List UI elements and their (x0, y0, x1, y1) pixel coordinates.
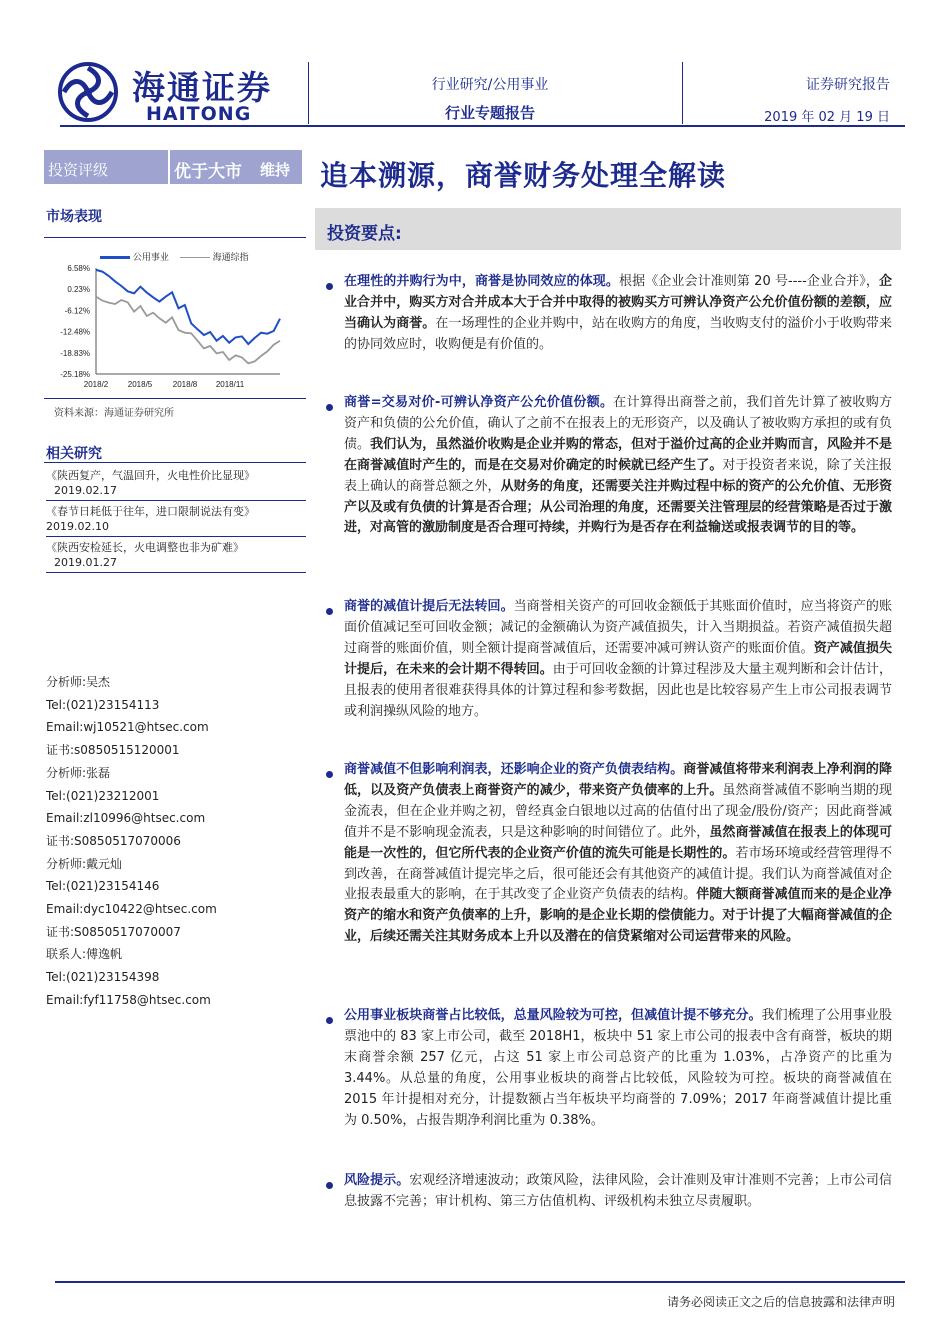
y-tick-label: -6.12% (64, 306, 90, 316)
analyst-email[interactable]: Email:dyc10422@htsec.com (46, 902, 217, 917)
rating-separator (168, 150, 170, 184)
y-tick-label: 6.58% (67, 264, 90, 273)
rating-label: 投资评级 (48, 161, 109, 179)
rating-value: 优于大市 (174, 162, 242, 182)
bullet-icon (326, 771, 333, 778)
legend-series1: 公用事业 (132, 253, 169, 263)
rating-box (44, 150, 302, 184)
chart-rule (44, 398, 306, 399)
y-tick-label: -25.18% (60, 370, 90, 379)
related-divider (46, 572, 306, 573)
report-type: 行业专题报告 (444, 104, 535, 122)
y-tick-label: -12.48% (60, 327, 90, 337)
series-line-haitong (96, 297, 280, 364)
analyst-cert: 证书:s0850515120001 (46, 743, 180, 758)
report-kind: 证券研究报告 (806, 77, 890, 93)
market-chart (44, 262, 306, 392)
x-tick-label: 2018/11 (215, 380, 245, 389)
chart-source: 资料来源：海通证券研究所 (54, 408, 174, 419)
related-item[interactable]: 《陕西复产，气温回升，火电性价比显现》 2019.02.17 (46, 469, 255, 497)
key-point-paragraph: 商誉的减值计提后无法转回。当商誉相关资产的可回收金额低于其账面价值时，应当将资产的账面价值减记至可回收金额；减记的金额确认为资产减值损失，计入当期损益。若资产减值损失超过商誉的账面价值，则全额计提商誉减值后，还需要冲减可辨认资产的账面价值。资产减值损失计提后，在未来的会计期不得转回。由于可回收金额的计算过程涉及大量主观判断和会计估计，且报表的使用者很难获得具体的计算过程和参考数据，因此也是比较容易产生上市公司报表调节或利润操纵风险的地方。 (344, 599, 892, 719)
analyst-tel: Tel:(021)23212001 (46, 788, 160, 803)
logo-en-text: HAITONG (146, 103, 252, 125)
analyst-name: 分析师:吴杰 (46, 675, 111, 689)
report-title: 追本溯源，商誉财务处理全解读 (320, 159, 727, 192)
header-rule (60, 125, 905, 127)
bullet-icon (326, 283, 333, 290)
contact-name: 联系人:傅逸帆 (46, 947, 123, 962)
header-divider (308, 62, 309, 124)
analyst-cert: 证书:S0850517070007 (46, 924, 181, 939)
legend-swatch-series2 (180, 257, 210, 258)
key-point-paragraph: 在理性的并购行为中，商誉是协同效应的体现。根据《企业会计准则第 20 号----企业合并》，企业合并中，购买方对合并成本大于合并中取得的被购买方可辨认净资产公允价值份额的差额，应当确认为商誉。在一场理性的企业并购中，站在收购方的角度，当收购支付的溢价小于收购带来的协同效应时，收购便是有价值的。 (344, 274, 892, 352)
analyst-name: 分析师:戴元灿 (46, 856, 123, 871)
key-point-paragraph: 风险提示。宏观经济增速波动；政策风险，法律风险，会计准则及审计准则不完善；上市公司信息披露不完善；审计机构、第三方估值机构、评级机构未独立尽责履职。 (344, 1173, 892, 1209)
analyst-list (46, 671, 306, 1012)
footer-disclaimer: 请务必阅读正文之后的信息披露和法律声明 (666, 1295, 895, 1309)
key-point-paragraph: 公用事业板块商誉占比较低，总量风险较为可控，但减值计提不够充分。我们梳理了公用事业股票池中的 83 家上市公司，截至 2018H1，板块中 51 家上市公司的报表中含有商誉，板块的期末商誉余额 257 亿元，占这 51 家上市公司总资产的比重为 1.03%，占净资产的比重为 3.44%。从总量的角度，公用事业板块的商誉占比较低，风险较为可控。板块的商誉减值在 2015 年计提相对充分，计提数额占当年板块平均商誉的 7.09%；2017 年商誉减值计提比重为 0.50%，占报告期净利润比重为 0.38%。 (344, 1008, 892, 1128)
analyst-tel: Tel:(021)23154146 (46, 879, 160, 894)
key-point-paragraph: 商誉=交易对价-可辨认净资产公允价值份额。在计算得出商誉之前，我们首先计算了被收购方资产和负债的公允价值，确认了之前不在报表上的无形资产，以及确认了被收购方承担的或有负债。我们认为，虽然溢价收购是企业并购的常态，但对于溢价过高的企业并购而言，风险并不是在商誉减值时产生的，而是在交易对价确定的时候就已经产生了。对于投资者来说，除了关注报表上确认的商誉总额之外，从财务的角度，还需要关注并购过程中标的资产的公允价值、无形资产以及或有负债的计算是否合理；从公司治理的角度，还需要关注管理层的经营策略是否过于激进，对高管的激励制度是否合理可持续，并购行为是否存在利益输送或报表调节的目的等。 (344, 395, 892, 536)
report-date: 2019 年 02 月 19 日 (764, 110, 890, 125)
key-point-paragraph: 商誉减值不但影响利润表，还影响企业的资产负债表结构。商誉减值将带来利润表上净利润的降低，以及资产负债表上商誉资产的减少，带来资产负债率的上升。虽然商誉减值不影响当期的现金流表，但在企业并购之初，曾经真金白银地以过高的估值付出了现金/股份/资产；因此商誉减值并不是不影响现金流表，只是这种影响的时间错位了。此外，虽然商誉减值在报表上的体现可能是一次性的，但它所代表的企业资产价值的流失可能是长期性的。若市场环境或经营管理得不到改善，在商誉减值计提完毕之后，很可能还会有其他资产的减值计提。我们认为商誉减值对企业报表最重大的影响，在于其改变了企业资产负债表的结构。伴随大额商誉减值而来的是企业净资产的缩水和资产负债率的上升，影响的是企业长期的偿债能力。对于计提了大幅商誉减值的企业，后续还需关注其财务成本上升以及潜在的信贷紧缩对公司运营带来的风险。 (344, 762, 892, 945)
bullet-icon (326, 404, 333, 411)
x-tick-label: 2018/5 (127, 380, 153, 389)
related-item[interactable]: 《陕西安检延长，火电调整也非为矿难》 2019.01.27 (46, 541, 244, 569)
related-list (46, 468, 306, 576)
analyst-name: 分析师:张磊 (46, 765, 111, 780)
key-points-title: 投资要点: (327, 224, 402, 244)
bullet-icon (326, 1182, 333, 1189)
market-title: 市场表现 (46, 209, 102, 225)
haitong-logo-icon (58, 62, 118, 122)
related-title: 相关研究 (46, 446, 102, 462)
header-divider (682, 62, 683, 124)
analyst-tel: Tel:(021)23154113 (46, 697, 160, 712)
analyst-email[interactable]: Email:zl10996@htsec.com (46, 811, 206, 826)
footer-rule (55, 1281, 905, 1283)
logo-cn-text: 海通证券 (132, 68, 272, 107)
market-rule (44, 237, 306, 238)
bullet-icon (326, 1017, 333, 1024)
bullet-icon (326, 608, 333, 615)
related-divider (46, 500, 306, 501)
x-tick-label: 2018/8 (172, 380, 198, 389)
contact-tel: Tel:(021)23154398 (46, 970, 160, 985)
contact-email[interactable]: Email:fyf11758@htsec.com (46, 992, 211, 1007)
x-tick-label: 2018/2 (83, 380, 109, 389)
legend-swatch-series1 (100, 256, 130, 259)
report-category: 行业研究/公用事业 (431, 77, 549, 93)
y-tick-label: -18.83% (60, 348, 90, 358)
analyst-cert: 证书:S0850517070006 (46, 833, 181, 848)
related-divider (46, 536, 306, 537)
legend-series2: 海通综指 (212, 253, 249, 263)
related-item[interactable]: 《春节日耗低于往年，进口限制说法有变》2019.02.10 (46, 505, 255, 533)
analyst-email[interactable]: Email:wj10521@htsec.com (46, 720, 209, 735)
y-tick-label: 0.23% (67, 285, 90, 295)
key-points-header (315, 208, 901, 250)
related-rule (44, 462, 306, 463)
rating-action: 维持 (259, 161, 290, 179)
